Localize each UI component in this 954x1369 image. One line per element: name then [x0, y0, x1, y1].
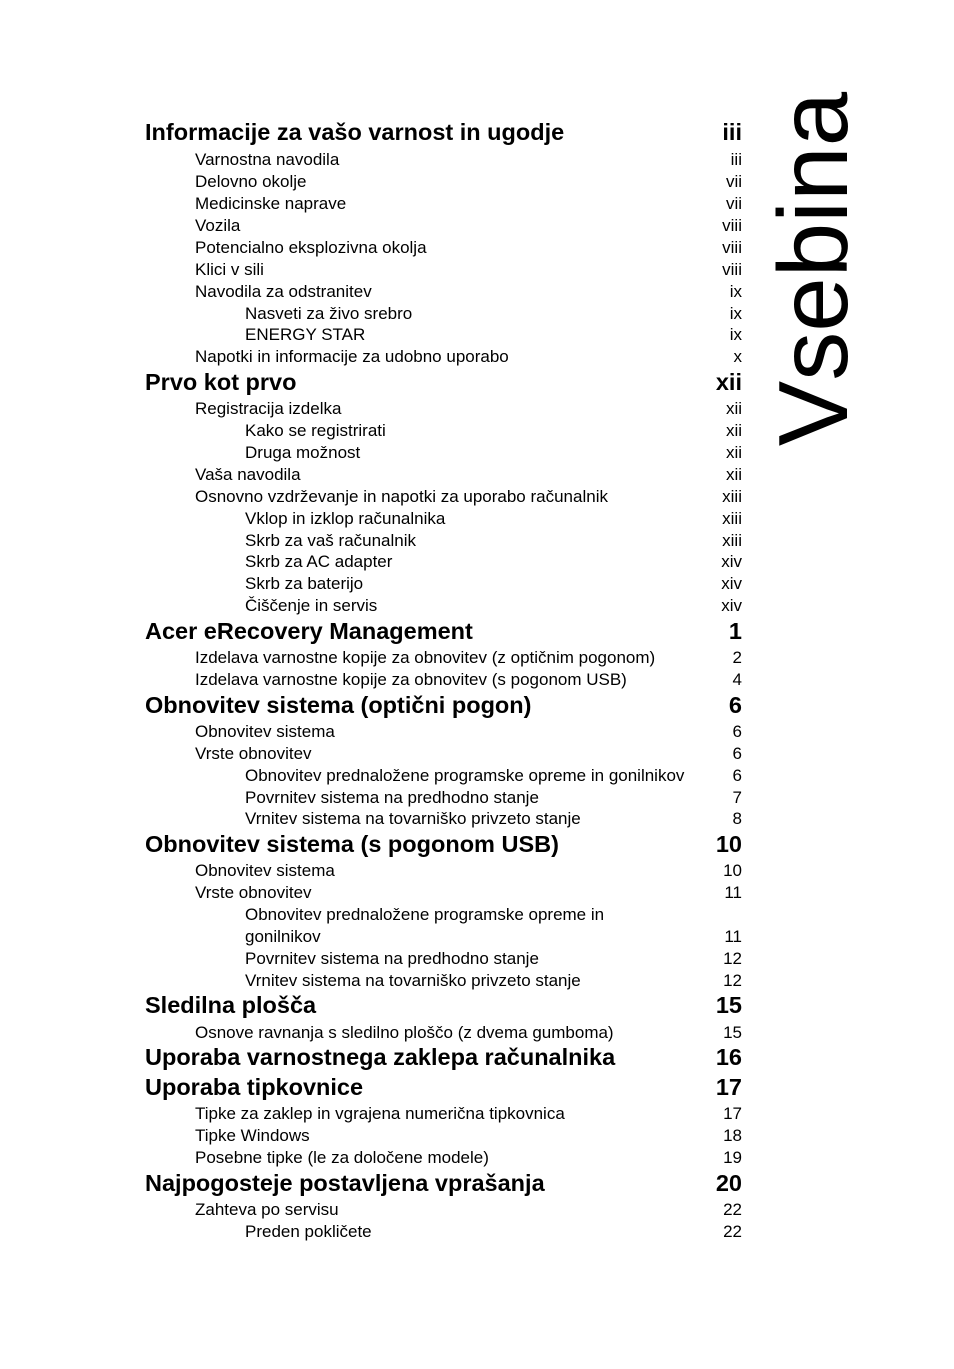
- toc-entry-title: Medicinske naprave: [195, 194, 347, 213]
- toc-entry[interactable]: [145, 531, 742, 553]
- toc-entry[interactable]: [145, 766, 742, 788]
- toc-entry-title: Čiščenje in servis: [245, 596, 378, 615]
- toc-entry-page: x: [733, 347, 742, 366]
- toc-entry-title: Uporaba varnostnega zaklepa računalnika: [145, 1044, 616, 1070]
- toc-entry-page: vii: [725, 172, 742, 191]
- toc-entry-page: 10: [715, 831, 742, 857]
- toc-entry[interactable]: [145, 574, 742, 596]
- toc-entry-title: Varnostna navodila: [195, 150, 340, 169]
- toc-entry-page: 16: [715, 1044, 742, 1070]
- toc-entry[interactable]: [145, 596, 742, 618]
- toc-entry-page: xiv: [721, 574, 742, 593]
- toc-entry[interactable]: [145, 172, 742, 194]
- toc-entry[interactable]: [145, 216, 742, 238]
- toc-entry-title: Skrb za vaš računalnik: [245, 531, 417, 550]
- toc-entry[interactable]: [145, 421, 742, 443]
- toc-entry-title: Izdelava varnostne kopije za obnovitev (z optičnim pogonom): [195, 648, 656, 667]
- toc-entry-page: iii: [722, 119, 742, 145]
- toc-entry-page: xiii: [722, 509, 742, 528]
- toc-entry-title: Vozila: [195, 216, 241, 235]
- toc-entry[interactable]: [145, 788, 742, 810]
- toc-entry[interactable]: [145, 691, 742, 719]
- toc-entry-page: 12: [723, 971, 742, 990]
- toc-entry-page: viii: [722, 216, 742, 235]
- toc-entry[interactable]: [145, 1200, 742, 1222]
- toc-entry-page: xiii: [722, 487, 742, 506]
- toc-entry-title: Vaša navodila: [195, 465, 301, 484]
- toc-entry-page: xiii: [722, 531, 742, 550]
- toc-entry-page: 7: [732, 788, 742, 807]
- toc-entry[interactable]: [145, 1169, 742, 1197]
- toc-entry-title: Preden pokličete: [245, 1222, 372, 1241]
- toc-entry-title: Vrnitev sistema na tovarniško privzeto stanje: [245, 809, 581, 828]
- toc-entry[interactable]: [145, 150, 742, 172]
- toc-entry-title: Prvo kot prvo: [145, 369, 297, 395]
- toc-entry-title: Obnovitev sistema: [195, 722, 335, 741]
- toc-entry-page: 22: [723, 1222, 742, 1241]
- toc-entry[interactable]: [145, 368, 742, 396]
- toc-entry[interactable]: [145, 617, 742, 645]
- toc-entry[interactable]: [145, 648, 742, 670]
- toc-entry[interactable]: [145, 1148, 742, 1170]
- toc-entry-page: 15: [715, 992, 742, 1018]
- toc-entry-page: viii: [722, 260, 742, 279]
- toc-entry[interactable]: [145, 905, 742, 927]
- toc-entry[interactable]: [145, 883, 742, 905]
- side-title: [758, 91, 868, 447]
- toc-entry-page: 6: [732, 744, 742, 763]
- toc-entry-title: Posebne tipke (le za določene modele): [195, 1148, 489, 1167]
- toc-entry-page: xiv: [721, 552, 742, 571]
- toc-entry-title: ENERGY STAR: [245, 325, 366, 344]
- toc-entry[interactable]: [145, 809, 742, 831]
- toc-entry-title: Navodila za odstranitev: [195, 282, 372, 301]
- toc-entry[interactable]: [145, 347, 742, 369]
- toc-entry-title: Zahteva po servisu: [195, 1200, 339, 1219]
- toc-entry[interactable]: [145, 1043, 742, 1071]
- toc-entry-page: 19: [723, 1148, 742, 1167]
- toc-entry[interactable]: [145, 238, 742, 260]
- toc-entry-page: 2: [732, 648, 742, 667]
- toc-entry-page: 6: [732, 766, 742, 785]
- toc-entry-title: Osnove ravnanja s sledilno ploščo (z dvema gumboma): [195, 1023, 614, 1042]
- toc-entry-title: Uporaba tipkovnice: [145, 1074, 364, 1100]
- toc-entry-title: Obnovitev sistema: [195, 861, 335, 880]
- toc-entry-page: 8: [732, 809, 742, 828]
- toc-entry[interactable]: [145, 971, 742, 993]
- toc-entry[interactable]: [145, 830, 742, 858]
- toc-entry-title: Obnovitev sistema (optični pogon): [145, 692, 532, 718]
- toc-entry[interactable]: [145, 509, 742, 531]
- toc-entry-title: Izdelava varnostne kopije za obnovitev (s pogonom USB): [195, 670, 627, 689]
- toc-entry[interactable]: [145, 465, 742, 487]
- toc-entry-title: Povrnitev sistema na predhodno stanje: [245, 788, 539, 807]
- toc-entry-title: Vrste obnovitev: [195, 883, 312, 902]
- toc-entry-page: 15: [723, 1023, 742, 1042]
- toc-entry-title: Registracija izdelka: [195, 399, 342, 418]
- toc-entry[interactable]: [145, 260, 742, 282]
- toc-entry-page: 1: [728, 618, 742, 644]
- toc-entry-title: Skrb za baterijo: [245, 574, 364, 593]
- toc-entry-title: Osnovno vzdrževanje in napotki za uporabo računalnik: [195, 487, 608, 506]
- toc-entry-page: 11: [724, 927, 742, 946]
- toc-entry-page: ix: [729, 304, 742, 323]
- toc-entry-page: xii: [725, 443, 742, 462]
- toc-entry[interactable]: [145, 1222, 742, 1244]
- toc-entry-title-continued: gonilnikov: [245, 927, 321, 946]
- toc-entry-page: 22: [723, 1200, 742, 1219]
- toc-entry-title: Obnovitev sistema (s pogonom USB): [145, 831, 559, 857]
- toc-entry[interactable]: [145, 1126, 742, 1148]
- toc-entry-title: Povrnitev sistema na predhodno stanje: [245, 949, 539, 968]
- toc-entry-title: Druga možnost: [245, 443, 361, 462]
- toc-entry[interactable]: [145, 194, 742, 216]
- toc-entry-title: Potencialno eksplozivna okolja: [195, 238, 427, 257]
- toc-entry-page: xii: [715, 369, 742, 395]
- toc-entry-page: 6: [732, 722, 742, 741]
- toc-entry[interactable]: [145, 1104, 742, 1126]
- toc-entry-page: ix: [729, 282, 742, 301]
- toc-entry-title: Nasveti za živo srebro: [245, 304, 413, 323]
- toc-entry-page: xiv: [721, 596, 742, 615]
- toc-entry-title: Tipke za zaklep in vgrajena numerična tipkovnica: [195, 1104, 565, 1123]
- toc-entry-page: xii: [725, 465, 742, 484]
- toc-entry-page: viii: [722, 238, 742, 257]
- toc-entry[interactable]: [145, 304, 742, 326]
- toc-entry-page: 10: [723, 861, 742, 880]
- toc-entry[interactable]: [145, 744, 742, 766]
- toc-entry-page: 17: [723, 1104, 742, 1123]
- toc-entry-page: ix: [729, 325, 742, 344]
- toc-entry[interactable]: [145, 861, 742, 883]
- toc-entry[interactable]: [145, 927, 742, 949]
- toc-entry-title: Vrste obnovitev: [195, 744, 312, 763]
- toc-entry[interactable]: [145, 1073, 742, 1101]
- toc-entry[interactable]: [145, 487, 742, 509]
- toc-entry-title: Vklop in izklop računalnika: [245, 509, 446, 528]
- toc-entry-title: Delovno okolje: [195, 172, 307, 191]
- toc-entry[interactable]: [145, 722, 742, 744]
- toc-entry-title: Napotki in informacije za udobno uporabo: [195, 347, 509, 366]
- toc-entry-title: Klici v sili: [195, 260, 264, 279]
- toc-entry-page: vii: [725, 194, 742, 213]
- side-title-text: Vsebina: [758, 91, 868, 447]
- toc-entry-title: Kako se registrirati: [245, 421, 386, 440]
- toc-entry-title: Obnovitev prednaložene programske opreme in gonilnikov: [245, 766, 685, 785]
- toc-entry-page: 4: [732, 670, 742, 689]
- toc-entry-title: Skrb za AC adapter: [245, 552, 393, 571]
- toc-entry[interactable]: [145, 670, 742, 692]
- toc-entry[interactable]: [145, 282, 742, 304]
- toc-entry-page: xii: [725, 399, 742, 418]
- toc-entry[interactable]: [145, 1023, 742, 1045]
- toc-entry[interactable]: [145, 399, 742, 421]
- toc-entry-page: iii: [730, 150, 742, 169]
- toc-entry-page: xii: [725, 421, 742, 440]
- toc-entry-page: 11: [724, 883, 742, 902]
- toc-entry-page: 18: [723, 1126, 742, 1145]
- toc-entry-title: Najpogosteje postavljena vprašanja: [145, 1170, 545, 1196]
- toc-entry[interactable]: [145, 991, 742, 1019]
- toc-entry[interactable]: [145, 443, 742, 465]
- toc-entry-title: Obnovitev prednaložene programske opreme in: [245, 905, 605, 924]
- toc-entry-page: 17: [715, 1074, 742, 1100]
- toc-entry-title: Tipke Windows: [195, 1126, 310, 1145]
- toc-entry[interactable]: [145, 118, 742, 146]
- toc-entry-title: Acer eRecovery Management: [145, 618, 473, 644]
- toc-entry-page: 6: [728, 692, 742, 718]
- toc-entry[interactable]: [145, 552, 742, 574]
- toc-entry[interactable]: [145, 949, 742, 971]
- toc-entry[interactable]: [145, 325, 742, 347]
- toc-entry-title: Sledilna plošča: [145, 992, 317, 1018]
- toc-entry-title: Vrnitev sistema na tovarniško privzeto stanje: [245, 971, 581, 990]
- toc-entry-page: 12: [723, 949, 742, 968]
- toc-entry-title: Informacije za vašo varnost in ugodje: [145, 119, 565, 145]
- toc-entry-page: 20: [715, 1170, 742, 1196]
